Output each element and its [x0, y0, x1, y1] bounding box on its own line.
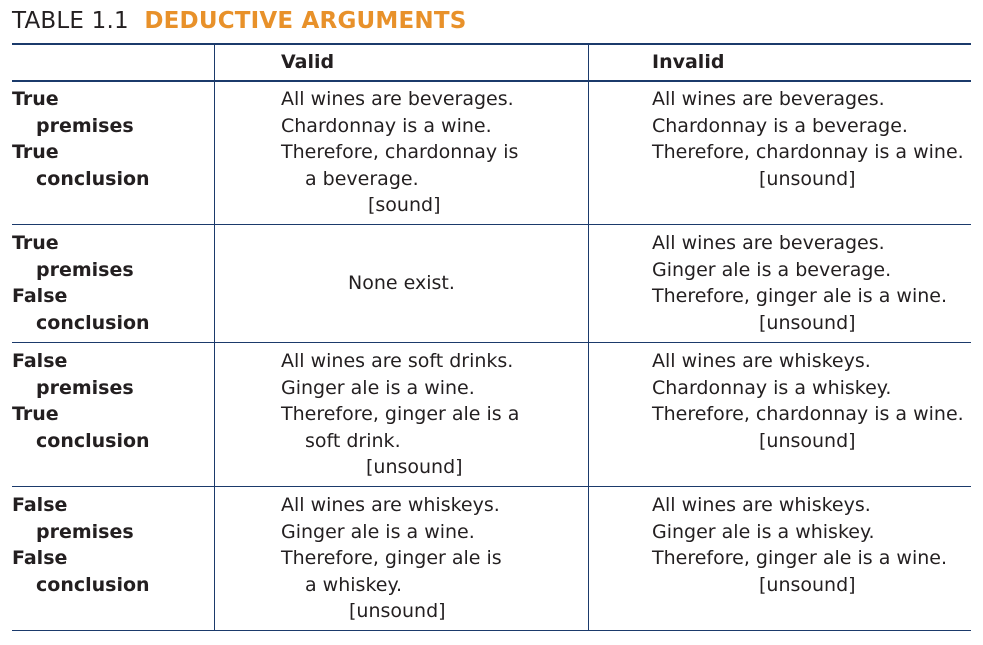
label-line: premises — [36, 114, 134, 137]
argument-line: Therefore, ginger ale is a wine. — [652, 547, 948, 569]
row-divider-1 — [12, 224, 971, 225]
argument-line: All wines are whiskeys. — [652, 494, 871, 516]
invalid-cell — [652, 492, 947, 598]
soundness-tag: [unsound] — [759, 429, 856, 452]
label-line: True — [12, 88, 59, 110]
label-line: False — [12, 350, 68, 372]
valid-cell — [281, 492, 502, 625]
row-label — [12, 492, 150, 598]
soundness-tag: [sound] — [368, 194, 441, 216]
argument-line: Therefore, chardonnay is a wine. — [652, 141, 964, 163]
argument-line: Ginger ale is a whiskey. — [652, 520, 875, 543]
label-line: True — [12, 141, 59, 163]
column-divider-1 — [214, 44, 215, 631]
argument-line: All wines are beverages. — [652, 232, 885, 254]
argument-line: Therefore, ginger ale is a wine. — [652, 285, 948, 307]
table-name: DEDUCTIVE ARGUMENTS — [144, 8, 467, 34]
argument-line: All wines are beverages. — [281, 88, 514, 110]
argument-line: All wines are beverages. — [652, 88, 885, 110]
valid-cell — [348, 270, 455, 297]
label-line: False — [12, 547, 68, 569]
argument-line: soft drink. — [305, 429, 401, 452]
label-line: premises — [36, 520, 134, 543]
argument-line: a whiskey. — [305, 573, 403, 596]
argument-line: Therefore, ginger ale is — [281, 547, 502, 569]
header-valid: Valid — [281, 51, 335, 73]
argument-line: All wines are whiskeys. — [652, 350, 871, 372]
column-divider-2 — [588, 44, 589, 631]
soundness-tag: [unsound] — [759, 167, 856, 190]
bottom-rule — [12, 630, 971, 631]
argument-line: All wines are whiskeys. — [281, 494, 500, 516]
table-title — [12, 8, 467, 40]
row-divider-3 — [12, 486, 971, 487]
label-line: conclusion — [36, 167, 150, 190]
row-label — [12, 230, 150, 336]
argument-line: Ginger ale is a wine. — [281, 520, 475, 543]
label-line: conclusion — [36, 573, 150, 596]
row-label — [12, 86, 150, 192]
argument-line: a beverage. — [305, 167, 419, 190]
none-exist-text: None exist. — [348, 272, 455, 294]
argument-line: Ginger ale is a beverage. — [652, 258, 892, 281]
valid-cell — [281, 348, 519, 481]
argument-line: Therefore, chardonnay is — [281, 141, 519, 163]
argument-line: Chardonnay is a beverage. — [652, 114, 908, 137]
label-line: premises — [36, 376, 134, 399]
invalid-cell — [652, 230, 947, 336]
soundness-tag: [unsound] — [759, 311, 856, 334]
label-line: True — [12, 403, 59, 425]
argument-line: Chardonnay is a whiskey. — [652, 376, 892, 399]
label-line: True — [12, 232, 59, 254]
label-line: False — [12, 285, 68, 307]
label-line: False — [12, 494, 68, 516]
soundness-tag: [unsound] — [349, 600, 446, 622]
top-rule — [12, 43, 971, 45]
label-line: conclusion — [36, 311, 150, 334]
soundness-tag: [unsound] — [366, 456, 463, 478]
argument-line: Therefore, chardonnay is a wine. — [652, 403, 964, 425]
soundness-tag: [unsound] — [759, 573, 856, 596]
invalid-cell — [652, 86, 964, 192]
header-rule — [12, 80, 971, 82]
table-number: TABLE 1.1 — [12, 8, 129, 34]
row-label — [12, 348, 150, 454]
valid-cell — [281, 86, 518, 219]
argument-line: Ginger ale is a wine. — [281, 376, 475, 399]
header-invalid: Invalid — [652, 51, 725, 73]
label-line: conclusion — [36, 429, 150, 452]
invalid-cell — [652, 348, 964, 454]
argument-line: All wines are soft drinks. — [281, 350, 514, 372]
argument-line: Therefore, ginger ale is a — [281, 403, 520, 425]
argument-line: Chardonnay is a wine. — [281, 114, 492, 137]
row-divider-2 — [12, 342, 971, 343]
label-line: premises — [36, 258, 134, 281]
